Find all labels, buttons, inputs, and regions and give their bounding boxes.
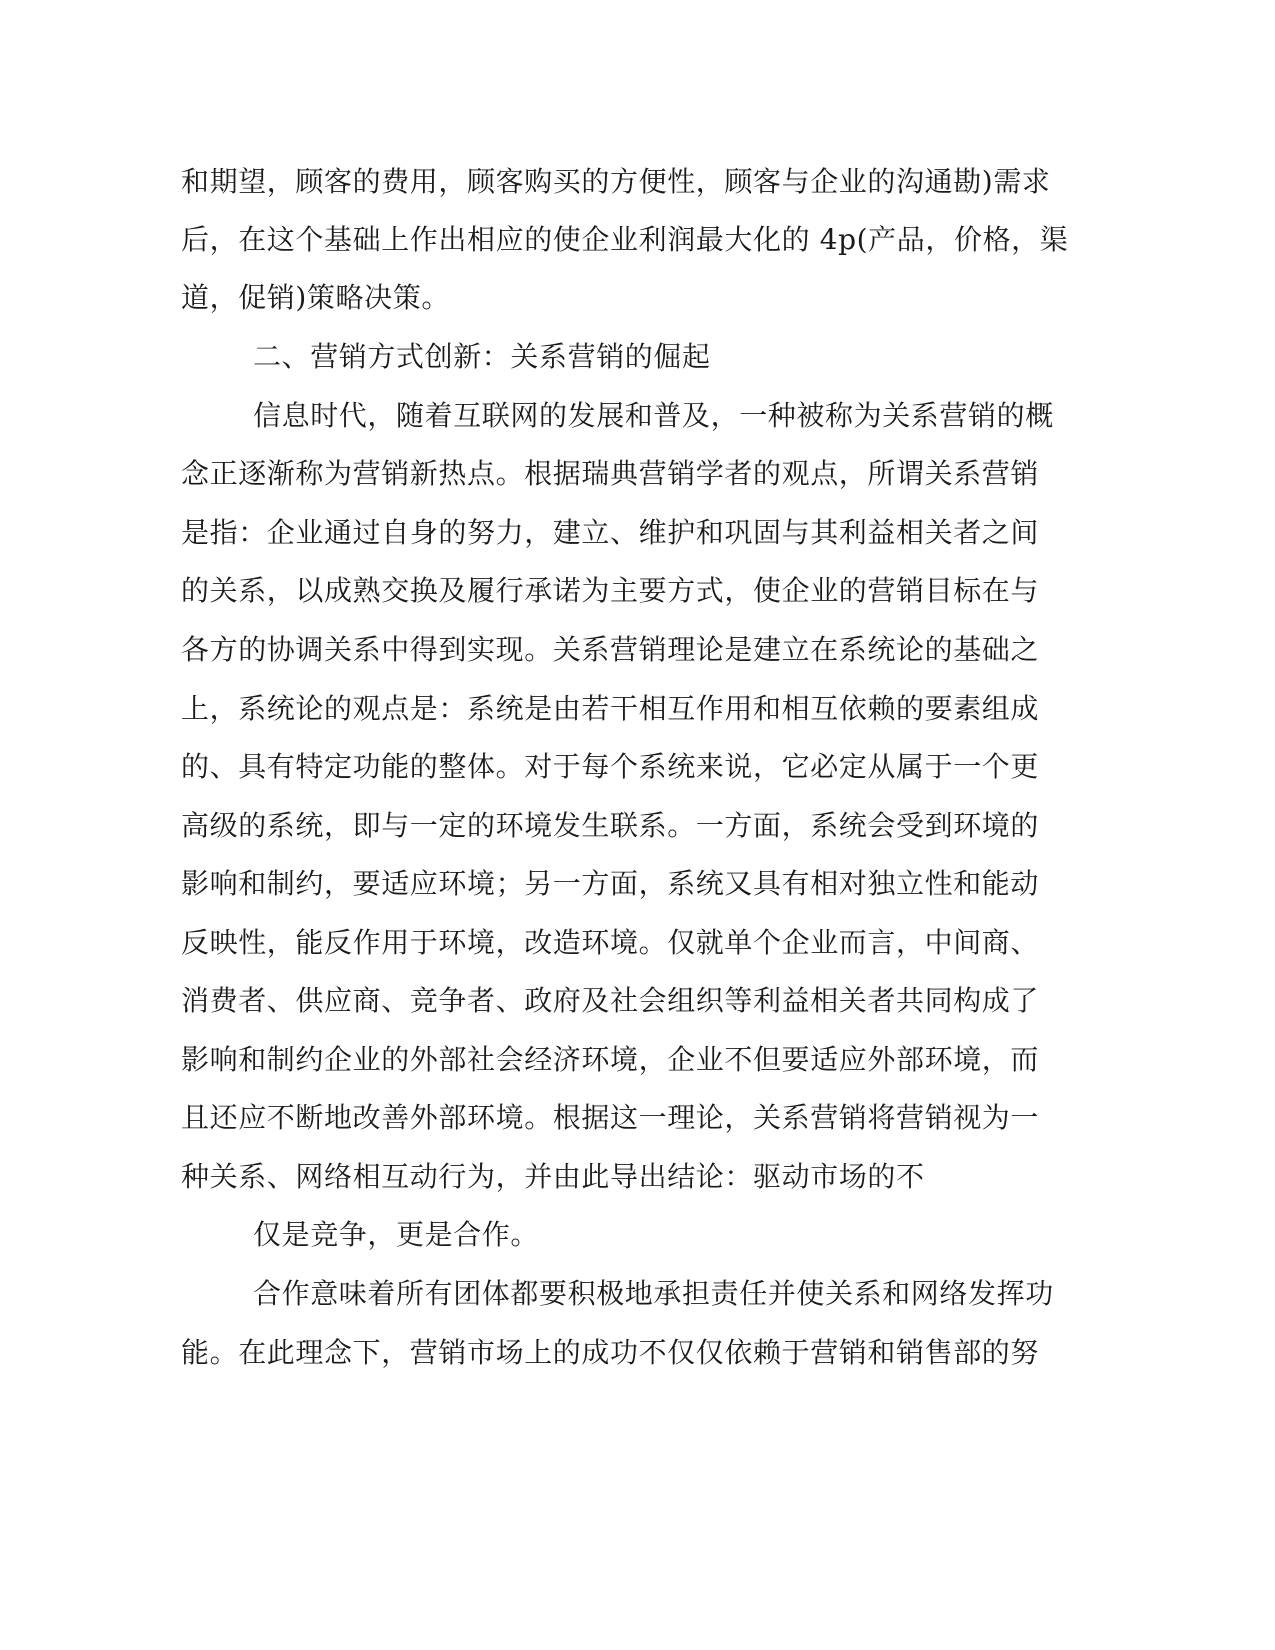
text-line: 且还应不断地改善外部环境。根据这一理论，关系营销将营销视为一 xyxy=(181,1101,1040,1134)
text-line: 能。在此理念下，营销市场上的成功不仅仅依赖于营销和销售部的努 xyxy=(181,1336,1040,1369)
text-line: 道，促销)策略决策。 xyxy=(181,281,450,314)
text-line: 反映性，能反作用于环境，改造环境。仅就单个企业而言，中间商、 xyxy=(181,926,1040,959)
text-line: 仅是竞争，更是合作。 xyxy=(253,1218,540,1251)
text-line: 和期望，顾客的费用，顾客购买的方便性，顾客与企业的沟通勘)需求 xyxy=(181,165,1051,198)
text-line: 的、具有特定功能的整体。对于每个系统来说，它必定从属于一个更 xyxy=(181,750,1040,783)
text-line: 信息时代，随着互联网的发展和普及，一种被称为关系营销的概 xyxy=(253,399,1054,432)
text-line: 高级的系统，即与一定的环境发生联系。一方面，系统会受到环境的 xyxy=(181,809,1040,842)
text-line: 的关系，以成熟交换及履行承诺为主要方式，使企业的营销目标在与 xyxy=(181,574,1040,607)
text-line: 种关系、网络相互动行为，并由此导出结论：驱动市场的不 xyxy=(181,1160,925,1193)
text-line: 上，系统论的观点是：系统是由若干相互作用和相互依赖的要素组成 xyxy=(181,692,1040,725)
text-line: 消费者、供应商、竞争者、政府及社会组织等利益相关者共同构成了 xyxy=(181,984,1040,1017)
text-line: 合作意味着所有团体都要积极地承担责任并使关系和网络发挥功 xyxy=(253,1277,1054,1310)
text-line: 影响和制约，要适应环境；另一方面，系统又具有相对独立性和能动 xyxy=(181,867,1040,900)
text-line: 念正逐渐称为营销新热点。根据瑞典营销学者的观点，所谓关系营销 xyxy=(181,457,1040,490)
text-line: 影响和制约企业的外部社会经济环境，企业不但要适应外部环境，而 xyxy=(181,1043,1040,1076)
text-line: 各方的协调关系中得到实现。关系营销理论是建立在系统论的基础之 xyxy=(181,633,1040,666)
text-line: 是指：企业通过自身的努力，建立、维护和巩固与其利益相关者之间 xyxy=(181,516,1040,549)
section-heading: 二、营销方式创新：关系营销的倔起 xyxy=(253,340,711,373)
text-line: 后，在这个基础上作出相应的使企业利润最大化的 4p(产品，价格，渠 xyxy=(181,223,1069,256)
